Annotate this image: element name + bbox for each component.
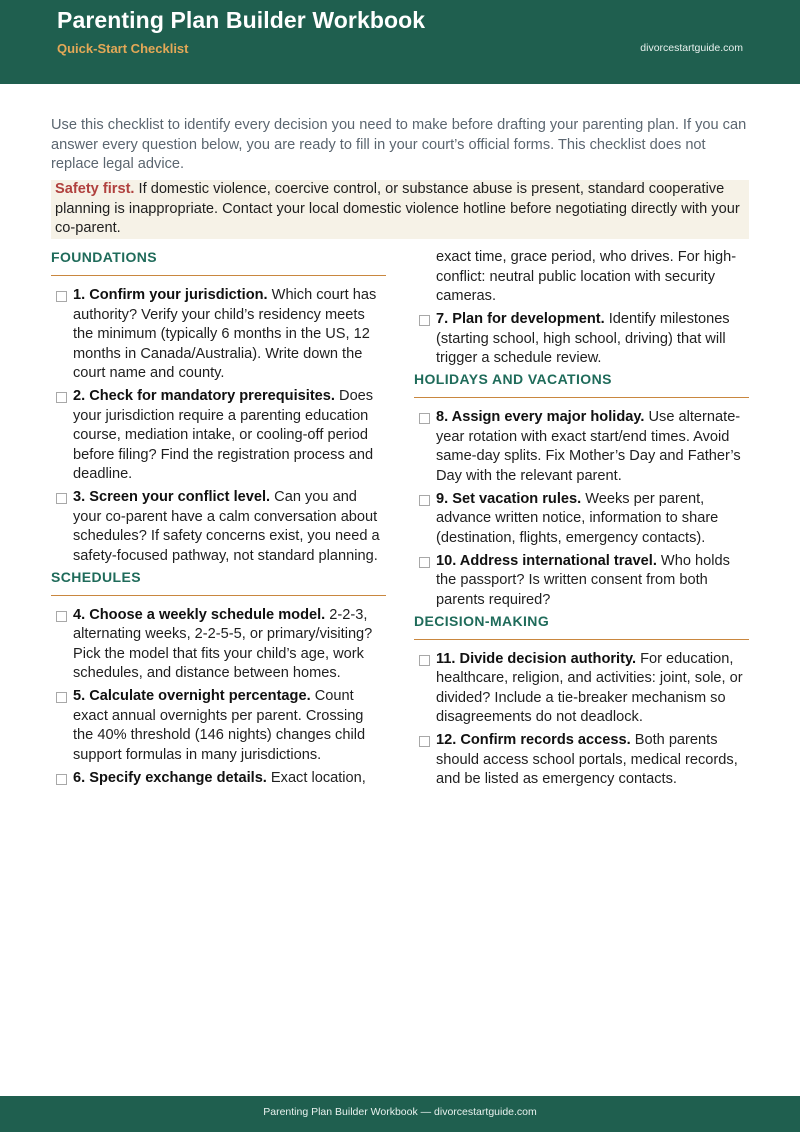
site-name: divorcestartguide.com bbox=[640, 42, 743, 54]
item-continuation: exact time, grace period, who drives. For high-conflict: neutral public location with security cameras. bbox=[436, 249, 737, 304]
checkbox[interactable] bbox=[419, 736, 430, 747]
left-column bbox=[51, 248, 386, 792]
safety-label: Safety first. bbox=[55, 181, 135, 197]
item-body: Who holds the passport? Is written consent from both parents required? bbox=[436, 552, 730, 608]
checkbox[interactable] bbox=[56, 493, 67, 504]
checklist-item bbox=[414, 490, 749, 549]
item-body: For education, healthcare, religion, and activities: joint, sole, or divided? Include a tie-breaker mechanism so disagreements do not deadlock. bbox=[436, 650, 743, 725]
checklist-item bbox=[414, 408, 749, 486]
checklist-item bbox=[414, 552, 749, 611]
item-title: 5. Calculate overnight percentage. bbox=[73, 688, 311, 704]
item-title: 1. Confirm your jurisdiction. bbox=[73, 287, 268, 303]
checklist-item bbox=[51, 687, 386, 765]
safety-notice bbox=[51, 180, 749, 239]
page-header bbox=[0, 0, 800, 84]
safety-text: If domestic violence, coercive control, or substance abuse is present, standard cooperative planning is inappropriate. Contact your local domestic violence hotline before negotiating directly with your co-parent. bbox=[55, 181, 740, 236]
item-title: 3. Screen your conflict level. bbox=[73, 489, 271, 505]
page-footer bbox=[0, 1096, 800, 1132]
footer-text: Parenting Plan Builder Workbook — divorcestartguide.com bbox=[263, 1106, 537, 1118]
page-title: Parenting Plan Builder Workbook bbox=[57, 7, 426, 33]
checkbox[interactable] bbox=[56, 611, 67, 622]
item-title: 10. Address international travel. bbox=[436, 552, 657, 569]
item-body: Exact location, bbox=[266, 769, 366, 786]
checklist-item bbox=[51, 606, 386, 684]
item-body: Can you and your co-parent have a calm conversation about schedules? If safety concerns exist, you need a safety-focused pathway, not standard planning. bbox=[73, 489, 380, 564]
checkbox[interactable] bbox=[56, 291, 67, 302]
checkbox[interactable] bbox=[419, 655, 430, 666]
item-body: Identify milestones (starting school, high school, driving) that will trigger a schedule review. bbox=[436, 311, 730, 366]
checklist-item bbox=[414, 310, 749, 369]
checkbox[interactable] bbox=[56, 774, 67, 785]
item-title: 6. Specify exchange details. bbox=[73, 769, 267, 786]
item-title: 9. Set vacation rules. bbox=[436, 490, 582, 507]
item-title: 12. Confirm records access. bbox=[436, 732, 631, 748]
page-subtitle: Quick-Start Checklist bbox=[57, 41, 189, 56]
checkbox[interactable] bbox=[419, 315, 430, 326]
section-heading-schedules: SCHEDULES bbox=[51, 568, 386, 596]
checklist-item bbox=[414, 731, 749, 790]
checkbox[interactable] bbox=[419, 495, 430, 506]
item-title: 11. Divide decision authority. bbox=[436, 650, 637, 667]
section-heading-holidays: HOLIDAYS AND VACATIONS bbox=[414, 370, 749, 398]
item-body: Weeks per parent, advance written notice, information to share (destination, flights, emergency contacts). bbox=[436, 490, 719, 546]
checkbox[interactable] bbox=[56, 392, 67, 403]
checklist-item bbox=[51, 769, 386, 789]
checklist-item bbox=[51, 488, 386, 566]
item-body: Which court has authority? Verify your child’s residency meets the minimum (typically 6 months in the US, 12 months in Canada/Australia). Write down the court name and county. bbox=[73, 287, 377, 381]
intro-paragraph: Use this checklist to identify every decision you need to make before drafting your parenting plan. If you can answer every question below, you are ready to fill in your court’s official forms. This checklist does not replace legal advice. bbox=[51, 117, 747, 172]
checkbox[interactable] bbox=[419, 413, 430, 424]
checklist-item bbox=[414, 650, 749, 728]
checkbox[interactable] bbox=[419, 557, 430, 568]
item-body: Does your jurisdiction require a parenting education course, mediation intake, or cooling-off period before filing? Find the registration process and deadline. bbox=[73, 388, 374, 482]
item-title: 7. Plan for development. bbox=[436, 311, 605, 327]
section-heading-foundations: FOUNDATIONS bbox=[51, 248, 386, 276]
checkbox[interactable] bbox=[56, 692, 67, 703]
section-heading-decision-making: DECISION-MAKING bbox=[414, 612, 749, 640]
item-title: 8. Assign every major holiday. bbox=[436, 409, 645, 425]
item-title: 2. Check for mandatory prerequisites. bbox=[73, 388, 335, 404]
item-body: Count exact annual overnights per parent. Crossing the 40% threshold (146 nights) changes child support formulas in many jurisdictions. bbox=[73, 688, 366, 763]
item-body: 2-2-3, alternating weeks, 2-2-5-5, or primary/visiting? Pick the model that fits your child’s age, work schedules, and distance between homes. bbox=[73, 606, 373, 681]
right-column bbox=[414, 248, 749, 793]
checklist-item bbox=[51, 286, 386, 384]
checklist-item bbox=[51, 387, 386, 485]
item-body: Both parents should access school portals, medical records, and be listed as emergency contacts. bbox=[436, 732, 738, 787]
item-title: 4. Choose a weekly schedule model. bbox=[73, 606, 326, 623]
item-body: Use alternate-year rotation with exact start/end times. Avoid same-day splits. Fix Mother’s Day and Father’s Day with the relevant parent. bbox=[436, 409, 741, 484]
